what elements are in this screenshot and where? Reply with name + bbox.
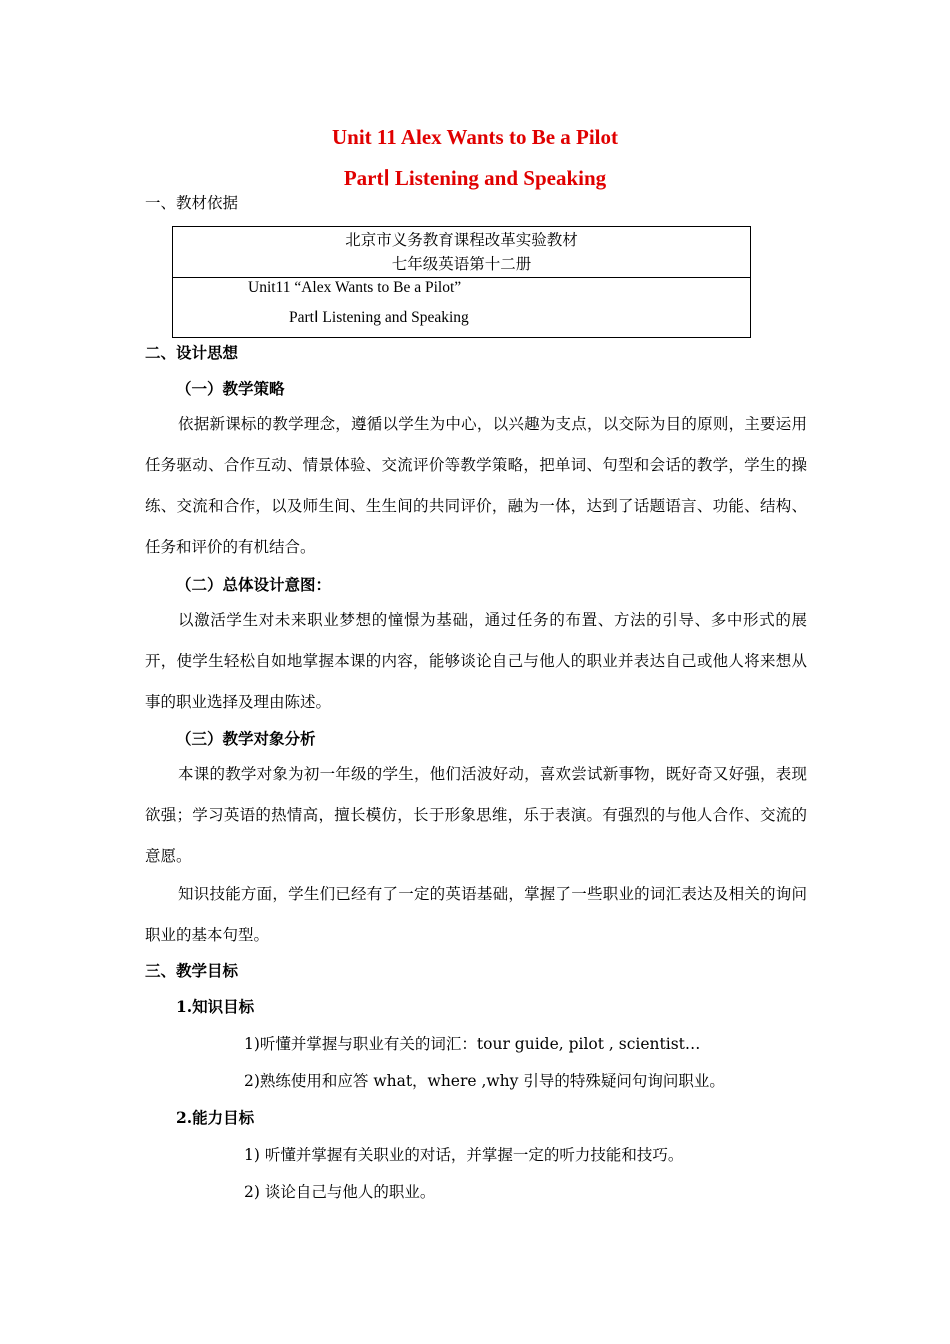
- list-item: 1)听懂并掌握与职业有关的词汇：tour guide, pilot , scientist…: [244, 1035, 701, 1053]
- textbook-info-table: [172, 226, 751, 338]
- paragraph-design-intent: 以激活学生对未来职业梦想的憧憬为基础，通过任务的布置、方法的引导、多中形式的展开，使学生轻松自如地掌握本课的内容，能够谈论自己与他人的职业并表达自己或他人将来想从事的职业选择及理由陈述。: [145, 611, 807, 711]
- table-cell-textbook: 北京市义务教育课程改革实验教材: [345, 231, 578, 249]
- paragraph-teaching-strategy: 依据新课标的教学理念，遵循以学生为中心，以兴趣为支点，以交际为目的原则，主要运用任务驱动、合作互动、情景体验、交流评价等教学策略，把单词、句型和会话的教学，学生的操练、交流和合作，以及师生间、生生间的共同评价，融为一体，达到了话题语言、功能、结构、任务和评价的有机结合。: [145, 415, 807, 556]
- subheading-knowledge-goals: 1.知识目标: [176, 997, 255, 1016]
- document-title: Unit 11 Alex Wants to Be a Pilot: [331, 125, 619, 149]
- section-heading-design: 二、设计思想: [145, 343, 239, 362]
- table-cell-grade: 七年级英语第十二册: [391, 255, 532, 273]
- document-subtitle: PartⅠ Listening and Speaking: [343, 166, 607, 190]
- table-row: [173, 227, 750, 278]
- table-cell-unit: Unit11 “Alex Wants to Be a Pilot”: [248, 279, 462, 296]
- subheading-ability-goals: 2.能力目标: [176, 1108, 255, 1127]
- section-heading-goals: 三、教学目标: [145, 961, 239, 980]
- subheading-student-analysis: （三）教学对象分析: [176, 729, 316, 748]
- subheading-teaching-strategy: （一）教学策略: [176, 379, 285, 398]
- subheading-design-intent: （二）总体设计意图：: [176, 575, 332, 594]
- paragraph-knowledge-skills: 知识技能方面，学生们已经有了一定的英语基础，掌握了一些职业的词汇表达及相关的询问职业的基本句型。: [145, 885, 807, 944]
- list-item: 2) 谈论自己与他人的职业。: [244, 1183, 436, 1201]
- table-cell-part: PartⅠ Listening and Speaking: [289, 309, 469, 326]
- list-item: 1) 听懂并掌握有关职业的对话，并掌握一定的听力技能和技巧。: [244, 1146, 684, 1164]
- section-heading-materials: 一、教材依据: [145, 194, 239, 212]
- paragraph-student-analysis: 本课的教学对象为初一年级的学生，他们活波好动，喜欢尝试新事物，既好奇又好强，表现欲强；学习英语的热情高，擅长模仿，长于形象思维，乐于表演。有强烈的与他人合作、交流的意愿。: [145, 765, 807, 865]
- list-item: 2)熟练使用和应答 what，where ,why 引导的特殊疑问句询问职业。: [244, 1072, 725, 1090]
